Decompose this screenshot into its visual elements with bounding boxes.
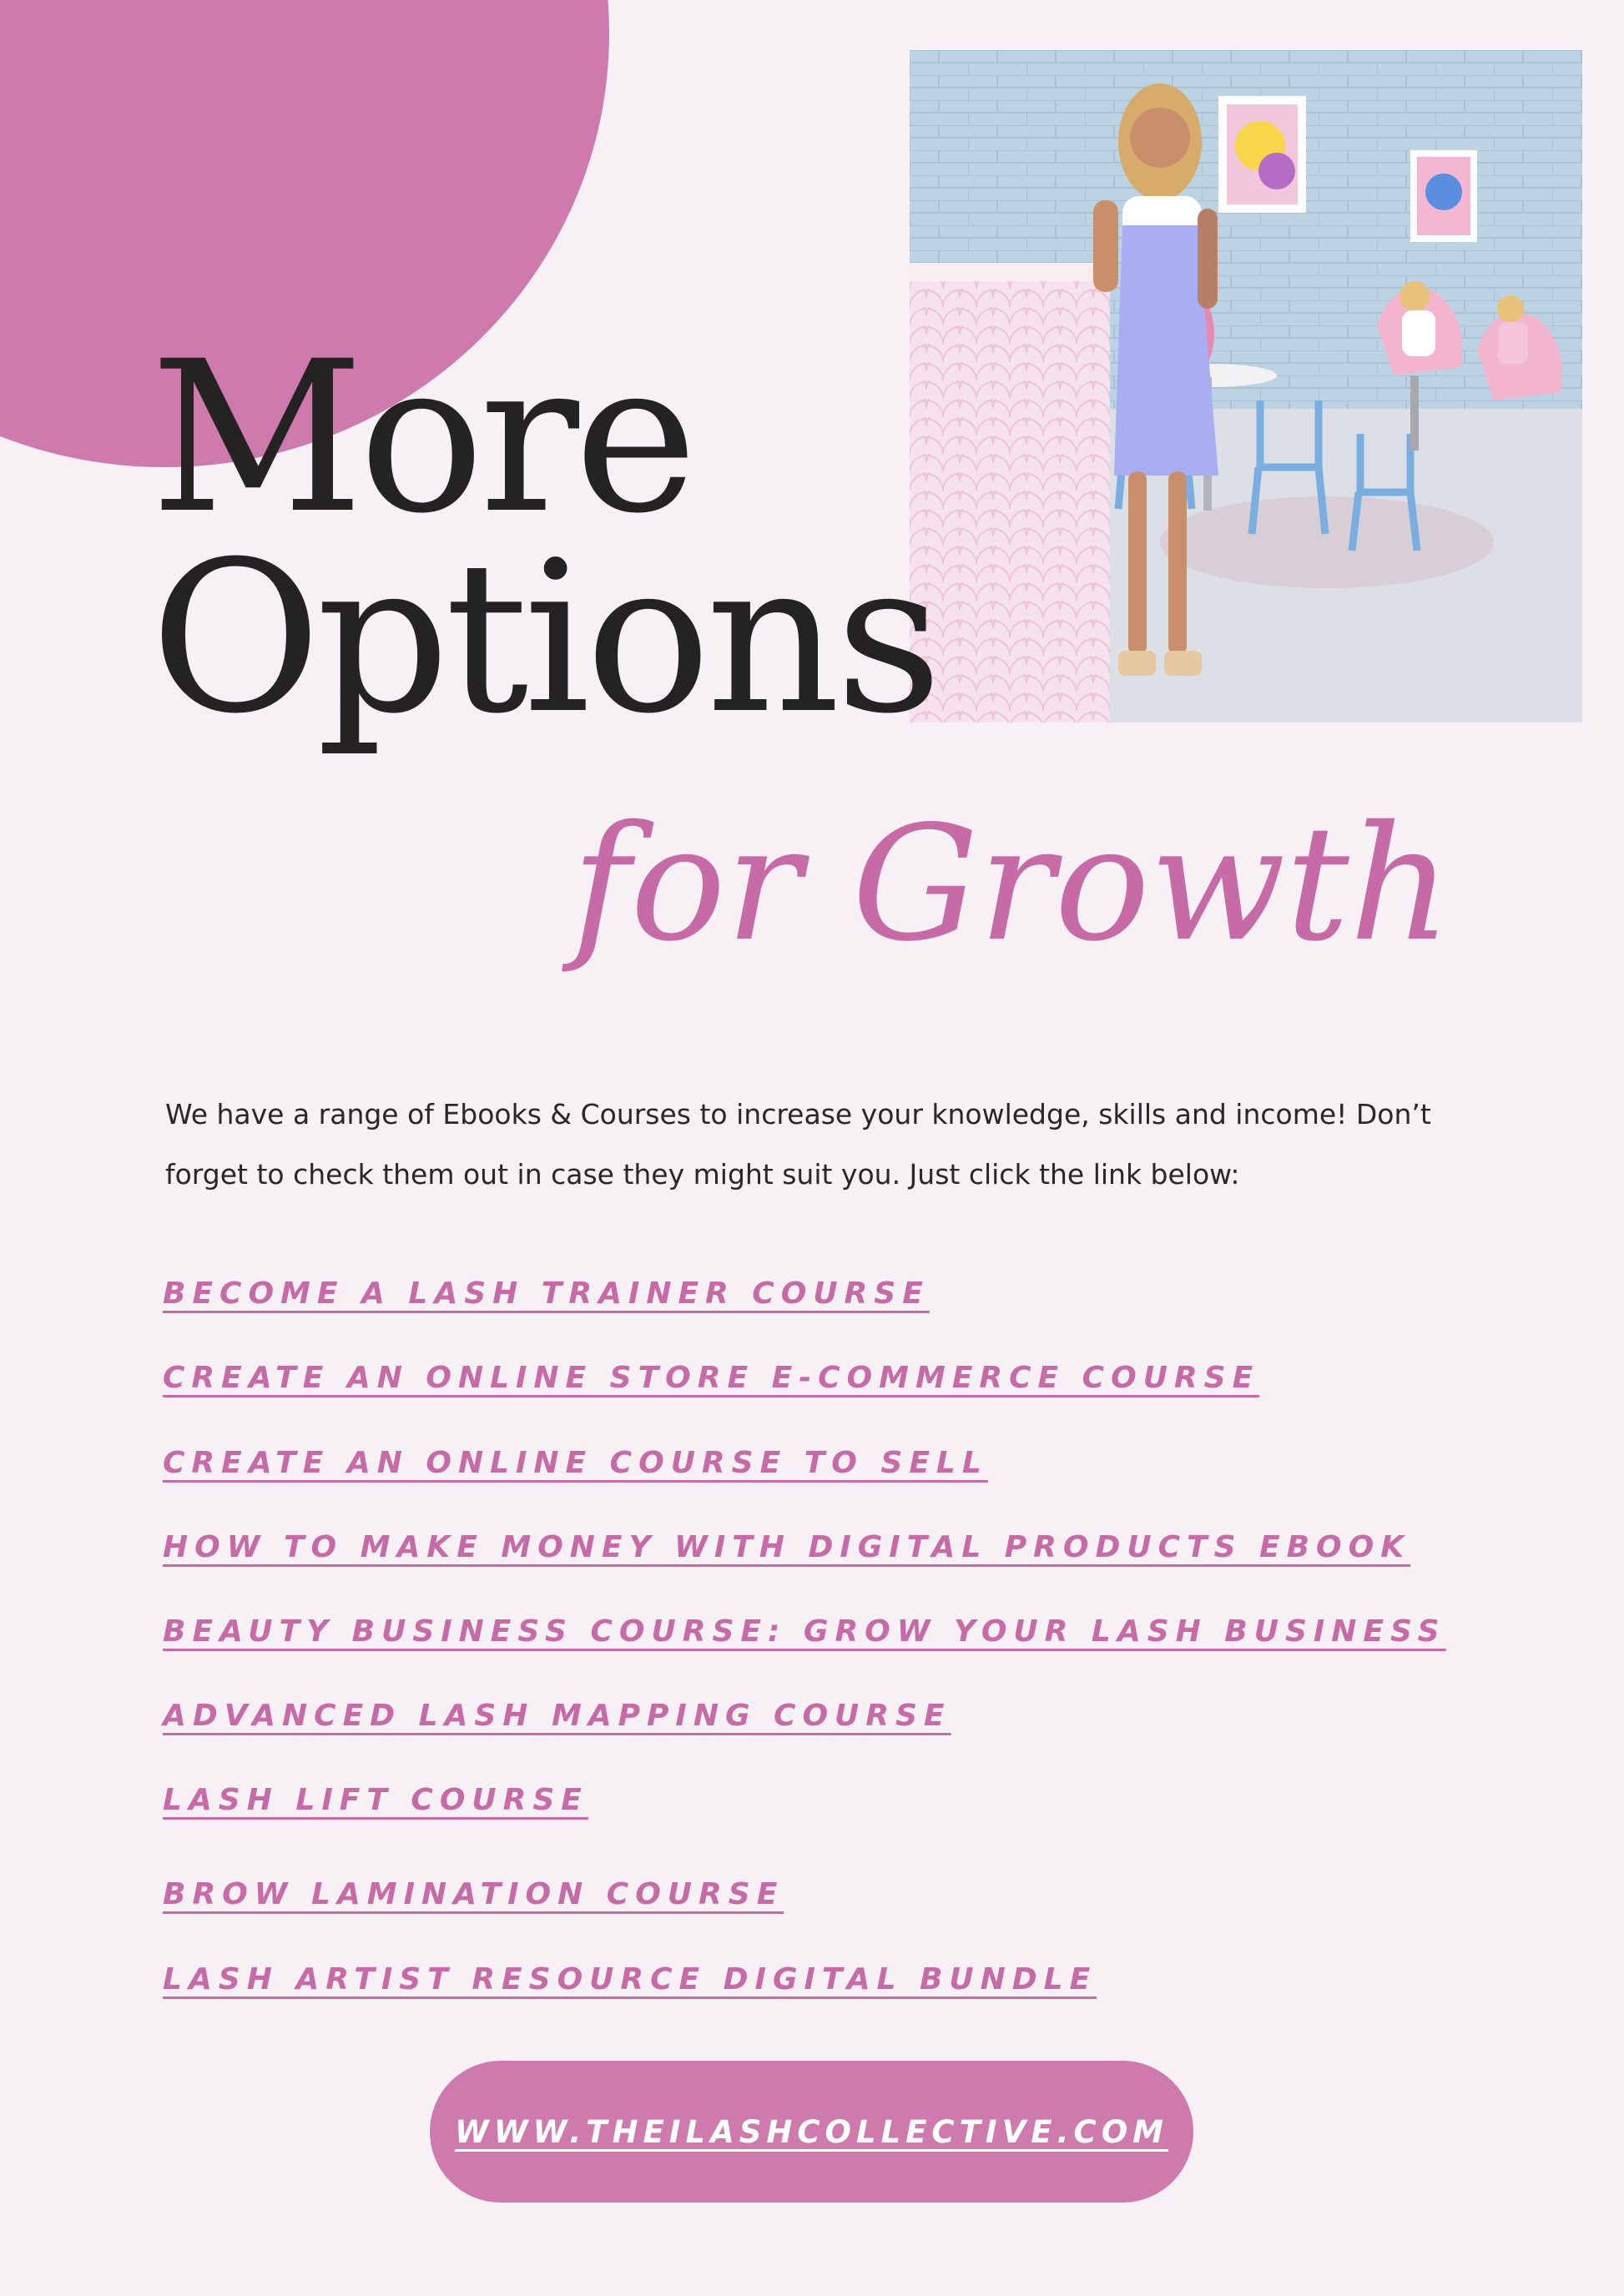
link-lash-lift-course[interactable]: LASH LIFT COURSE: [163, 1783, 588, 1817]
link-brow-lamination-course[interactable]: BROW LAMINATION COURSE: [163, 1877, 784, 1911]
list-item: [163, 1530, 1410, 1564]
page-title-line1: More: [150, 316, 693, 559]
list-item: [163, 1276, 930, 1311]
script-subtitle-text: for Growth: [572, 792, 1452, 976]
salon-photo: [910, 50, 1582, 723]
intro-paragraph: We have a range of Ebooks & Courses to increase your knowledge, skills and income! Don’t forget to check them out in case they might suit you. Just click the link below:: [165, 1098, 1431, 1191]
link-lash-mapping-course[interactable]: ADVANCED LASH MAPPING COURSE: [163, 1699, 951, 1733]
page-title-line2: Options: [150, 516, 938, 759]
link-resource-bundle[interactable]: LASH ARTIST RESOURCE DIGITAL BUNDLE: [163, 1962, 1097, 1996]
list-item: [163, 1699, 951, 1733]
script-subtitle: [555, 747, 1452, 1022]
website-link-text[interactable]: WWW.THEILASHCOLLECTIVE.COM: [455, 2113, 1168, 2150]
list-item: [163, 1361, 1259, 1395]
link-become-lash-trainer[interactable]: BECOME A LASH TRAINER COURSE: [163, 1276, 930, 1311]
website-button[interactable]: [430, 2061, 1193, 2203]
link-beauty-business-course[interactable]: BEAUTY BUSINESS COURSE: GROW YOUR LASH BUSINESS: [163, 1614, 1446, 1649]
link-online-store-course[interactable]: CREATE AN ONLINE STORE E-COMMERCE COURSE: [163, 1361, 1260, 1395]
list-item: [163, 1783, 588, 1817]
list-item: [163, 1877, 784, 1911]
link-online-course-to-sell[interactable]: CREATE AN ONLINE COURSE TO SELL: [163, 1446, 988, 1480]
list-item: [163, 1446, 988, 1480]
link-digital-products-ebook[interactable]: HOW TO MAKE MONEY WITH DIGITAL PRODUCTS EBOOK: [163, 1530, 1411, 1564]
list-item: [163, 1962, 1097, 1996]
list-item: [163, 1614, 1446, 1649]
